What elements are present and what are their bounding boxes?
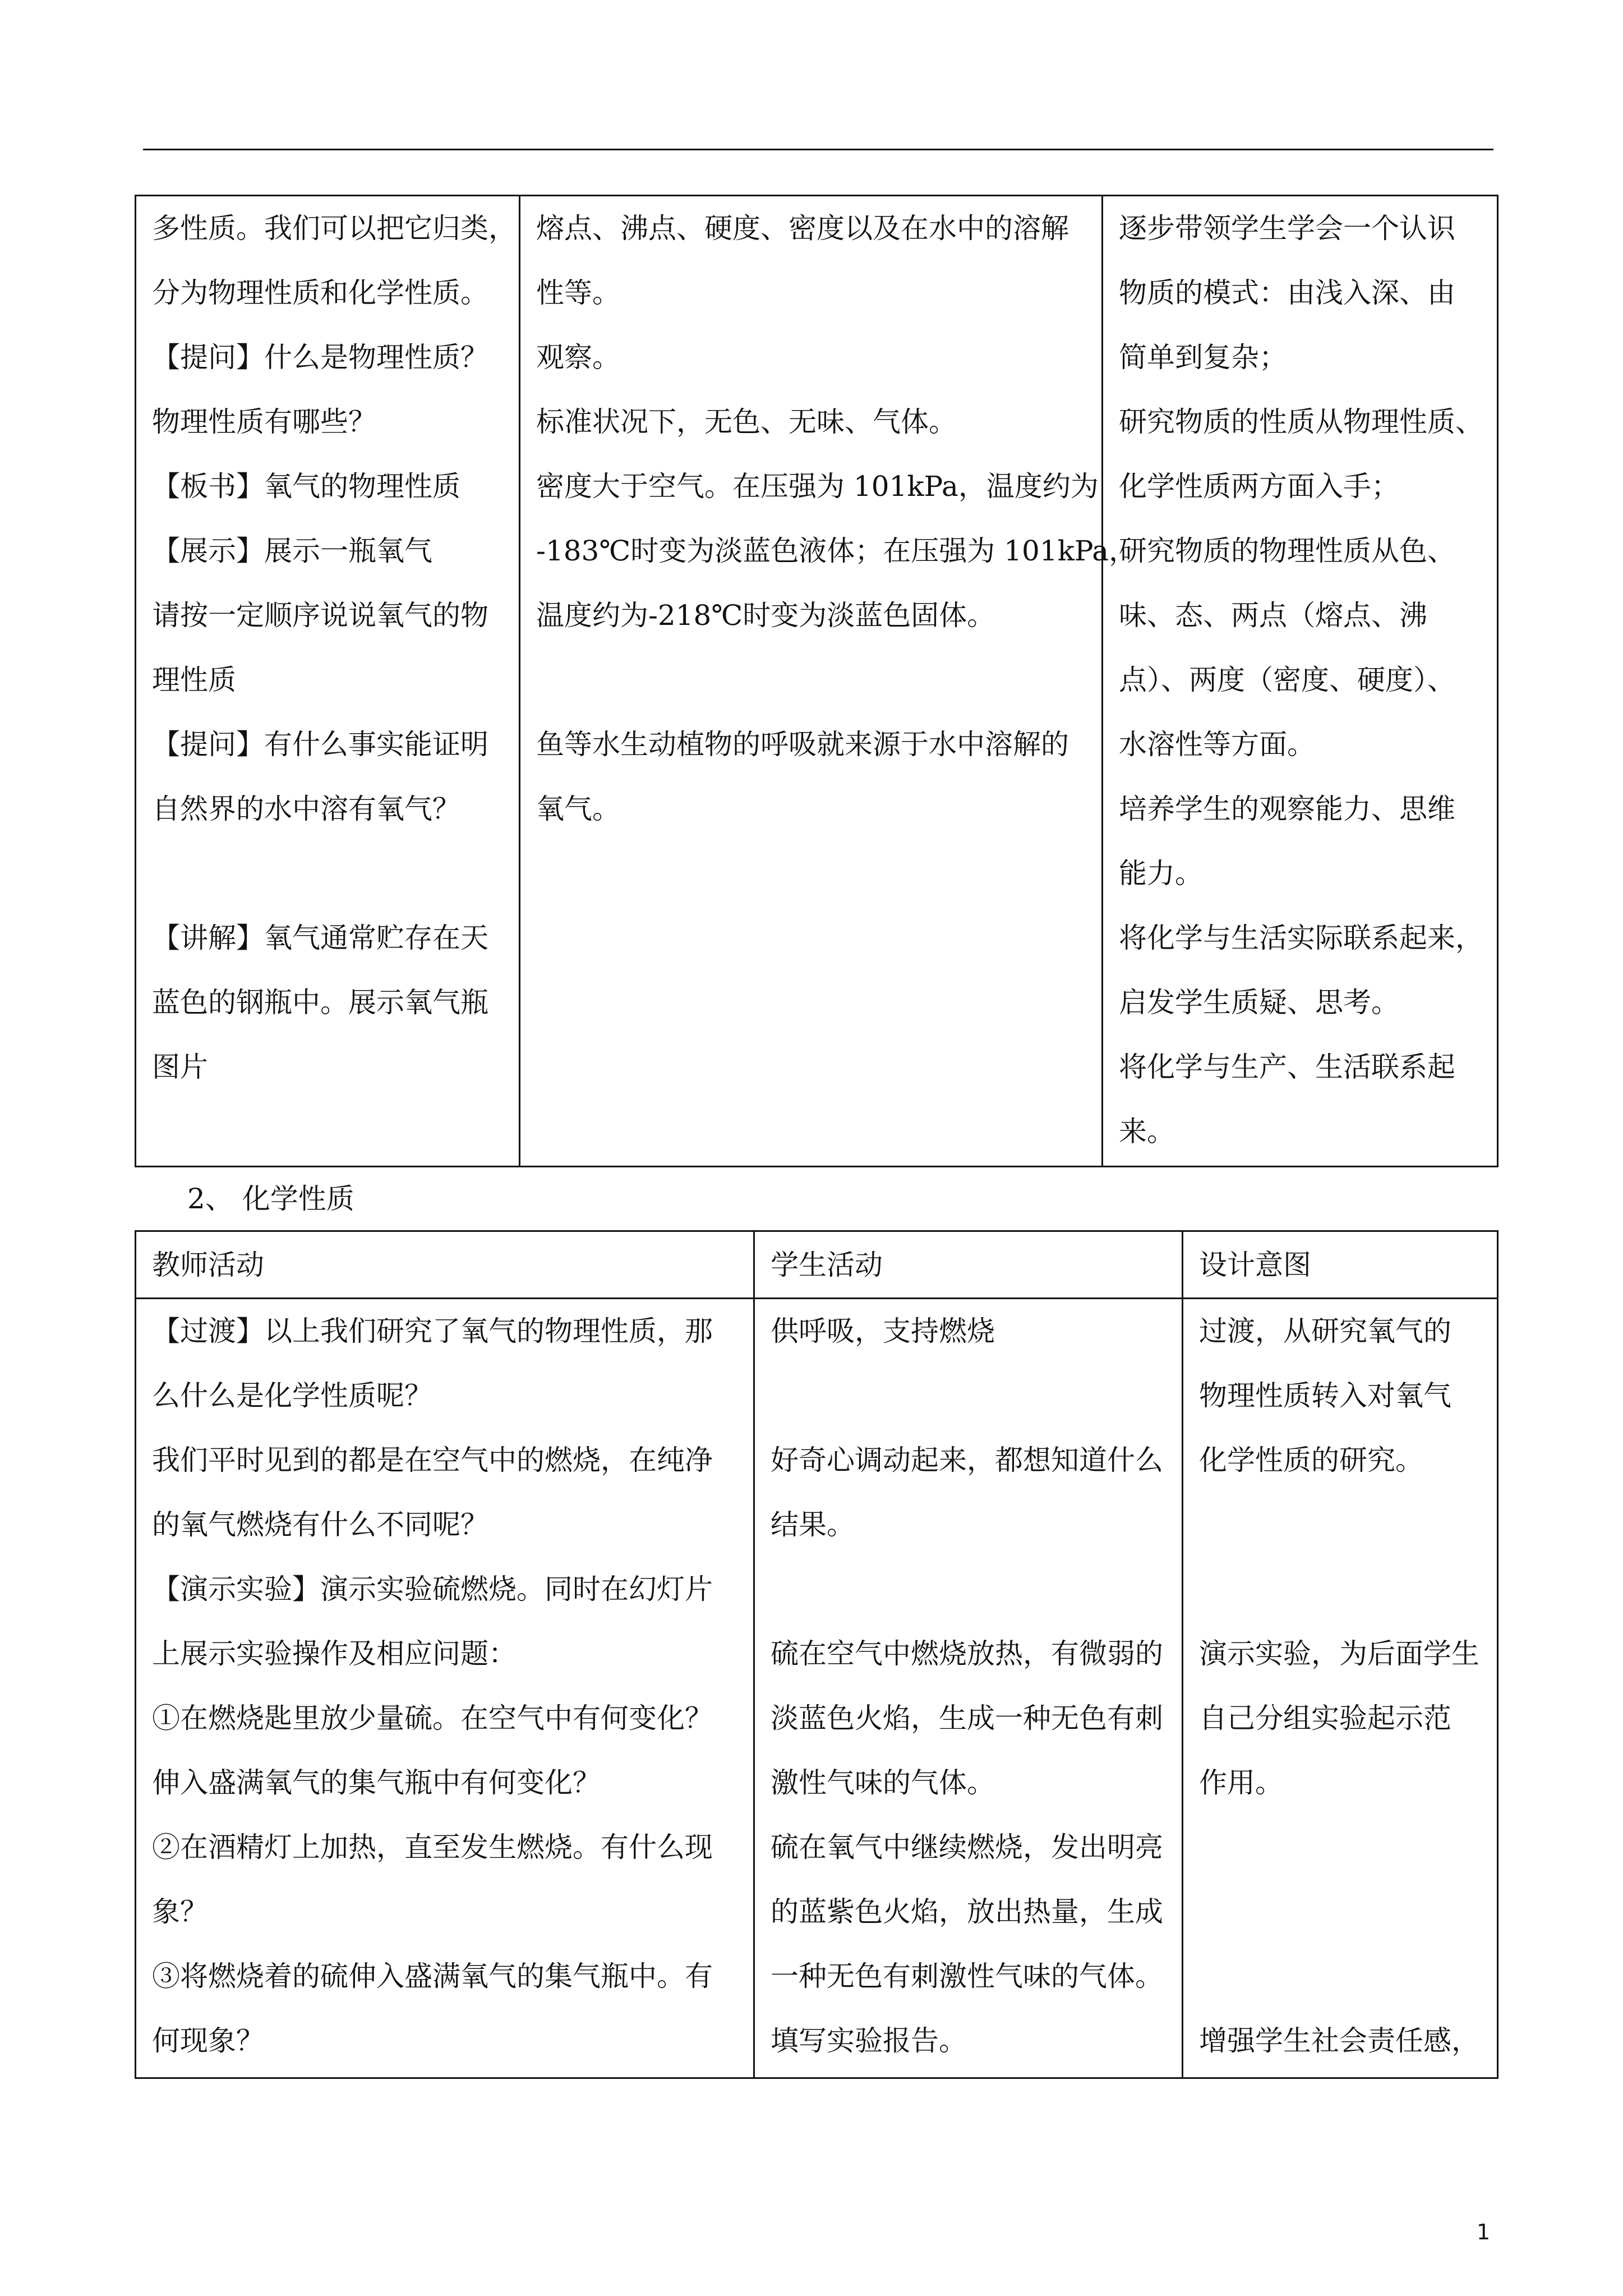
cell-line: 【提问】有什么事实能证明 [152,728,488,761]
t2-header-teacher [136,1231,754,1299]
cell-line: 培养学生的观察能力、思维 [1119,793,1455,825]
cell-line: 标准状况下，无色、无味、气体。 [536,406,957,438]
cell-line: 来。 [1119,1115,1175,1148]
cell-line: 氧气。 [536,793,620,825]
cell-line: 味、态、两点（熔点、沸 [1119,599,1427,632]
cell-line: 【提问】什么是物理性质？ [152,341,488,374]
cell-line: 将化学与生活实际联系起来， [1119,922,1483,954]
cell-line: 伸入盛满氧气的集气瓶中有何变化？ [152,1766,601,1799]
cell-line: 研究物质的性质从物理性质、 [1119,406,1483,438]
cell-line: 的蓝紫色火焰，放出热量，生成 [771,1895,1163,1928]
cell-line: 好奇心调动起来，都想知道什么 [771,1444,1163,1476]
cell-line: 熔点、沸点、硬度、密度以及在水中的溶解 [536,212,1069,245]
cell-line: 分为物理性质和化学性质。 [152,277,488,309]
cell-line: 填写实验报告。 [771,2024,967,2057]
cell-line: 结果。 [771,1508,855,1541]
cell-line: 逐步带领学生学会一个认识 [1119,212,1455,245]
cell-line: 能力。 [1119,857,1203,890]
cell-line: 鱼等水生动植物的呼吸就来源于水中溶解的 [536,728,1069,761]
cell-line: 象？ [152,1895,208,1928]
cell-line: 图片 [152,1051,208,1083]
cell-line: 理性质 [152,664,236,696]
cell-line: 温度约为-218℃时变为淡蓝色固体。 [536,599,995,632]
cell-line: 物理性质有哪些？ [152,406,376,438]
column-header: 设计意图 [1199,1249,1311,1281]
header-rule [143,149,1493,150]
cell-line: ②在酒精灯上加热，直至发生燃烧。有什么现 [152,1831,713,1864]
cell-line: 供呼吸，支持燃烧 [771,1315,995,1347]
page-number: 1 [1477,2220,1491,2244]
cell-line: 简单到复杂； [1119,341,1287,374]
cell-line: 增强学生社会责任感， [1199,2024,1479,2057]
cell-line: 物质的模式：由浅入深、由 [1119,277,1455,309]
t2-teacher-cell [136,1299,754,2078]
t2-header-intent [1183,1231,1498,1299]
cell-line: -183℃时变为淡蓝色液体；在压强为 101kPa， [536,535,1137,567]
cell-line: 上展示实验操作及相应问题： [152,1637,517,1670]
physical-properties-table [135,195,1498,1167]
cell-line: ③将燃烧着的硫伸入盛满氧气的集气瓶中。有 [152,1960,713,1993]
section-heading: 2、 化学性质 [187,1182,354,1215]
cell-line: 观察。 [536,341,620,374]
cell-line: 【板书】氧气的物理性质 [152,470,460,503]
t1-intent-cell [1103,196,1498,1167]
t2-intent-cell [1183,1299,1498,2078]
cell-line: 蓝色的钢瓶中。展示氧气瓶 [152,986,488,1019]
cell-line: 自己分组实验起示范 [1199,1702,1451,1734]
cell-line: 启发学生质疑、思考。 [1119,986,1399,1019]
cell-line: 性等。 [536,277,620,309]
cell-line: 演示实验，为后面学生 [1199,1637,1479,1670]
cell-line: 过渡，从研究氧气的 [1199,1315,1451,1347]
cell-line: 【展示】展示一瓶氧气 [152,535,432,567]
cell-line: 淡蓝色火焰，生成一种无色有刺 [771,1702,1163,1734]
cell-line: 点）、两度（密度、硬度）、 [1119,664,1455,696]
cell-line: 研究物质的物理性质从色、 [1119,535,1455,567]
cell-line: 请按一定顺序说说氧气的物 [152,599,488,632]
cell-line: 水溶性等方面。 [1119,728,1315,761]
t1-student-cell [520,196,1137,1167]
cell-line: 激性气味的气体。 [771,1766,995,1799]
cell-line: 多性质。我们可以把它归类， [152,212,517,245]
column-header: 学生活动 [771,1249,883,1281]
cell-line: 【讲解】氧气通常贮存在天 [152,922,488,954]
cell-line: 物理性质转入对氧气 [1199,1379,1451,1412]
cell-line: 么什么是化学性质呢？ [152,1379,432,1412]
cell-line: 硫在空气中燃烧放热，有微弱的 [771,1637,1163,1670]
cell-line: 【过渡】以上我们研究了氧气的物理性质，那 [152,1315,713,1347]
cell-line: 密度大于空气。在压强为 101kPa，温度约为 [536,470,1099,503]
t1-teacher-cell [136,196,520,1167]
cell-line: 的氧气燃烧有什么不同呢？ [152,1508,488,1541]
column-header: 教师活动 [152,1249,264,1281]
cell-line: 何现象？ [152,2024,264,2057]
cell-line: ①在燃烧匙里放少量硫。在空气中有何变化？ [152,1702,713,1734]
cell-line: 【演示实验】演示实验硫燃烧。同时在幻灯片 [152,1573,713,1605]
t2-student-cell [754,1299,1183,2078]
cell-line: 自然界的水中溶有氧气？ [152,793,460,825]
cell-line: 作用。 [1199,1766,1283,1799]
cell-line: 我们平时见到的都是在空气中的燃烧，在纯净 [152,1444,713,1476]
cell-line: 化学性质的研究。 [1199,1444,1423,1476]
cell-line: 一种无色有刺激性气味的气体。 [771,1960,1163,1993]
cell-line: 硫在氧气中继续燃烧，发出明亮 [771,1831,1163,1864]
t2-header-student [754,1231,1183,1299]
cell-line: 将化学与生产、生活联系起 [1119,1051,1455,1083]
cell-line: 化学性质两方面入手； [1119,470,1399,503]
chemical-properties-table [135,1230,1498,2079]
